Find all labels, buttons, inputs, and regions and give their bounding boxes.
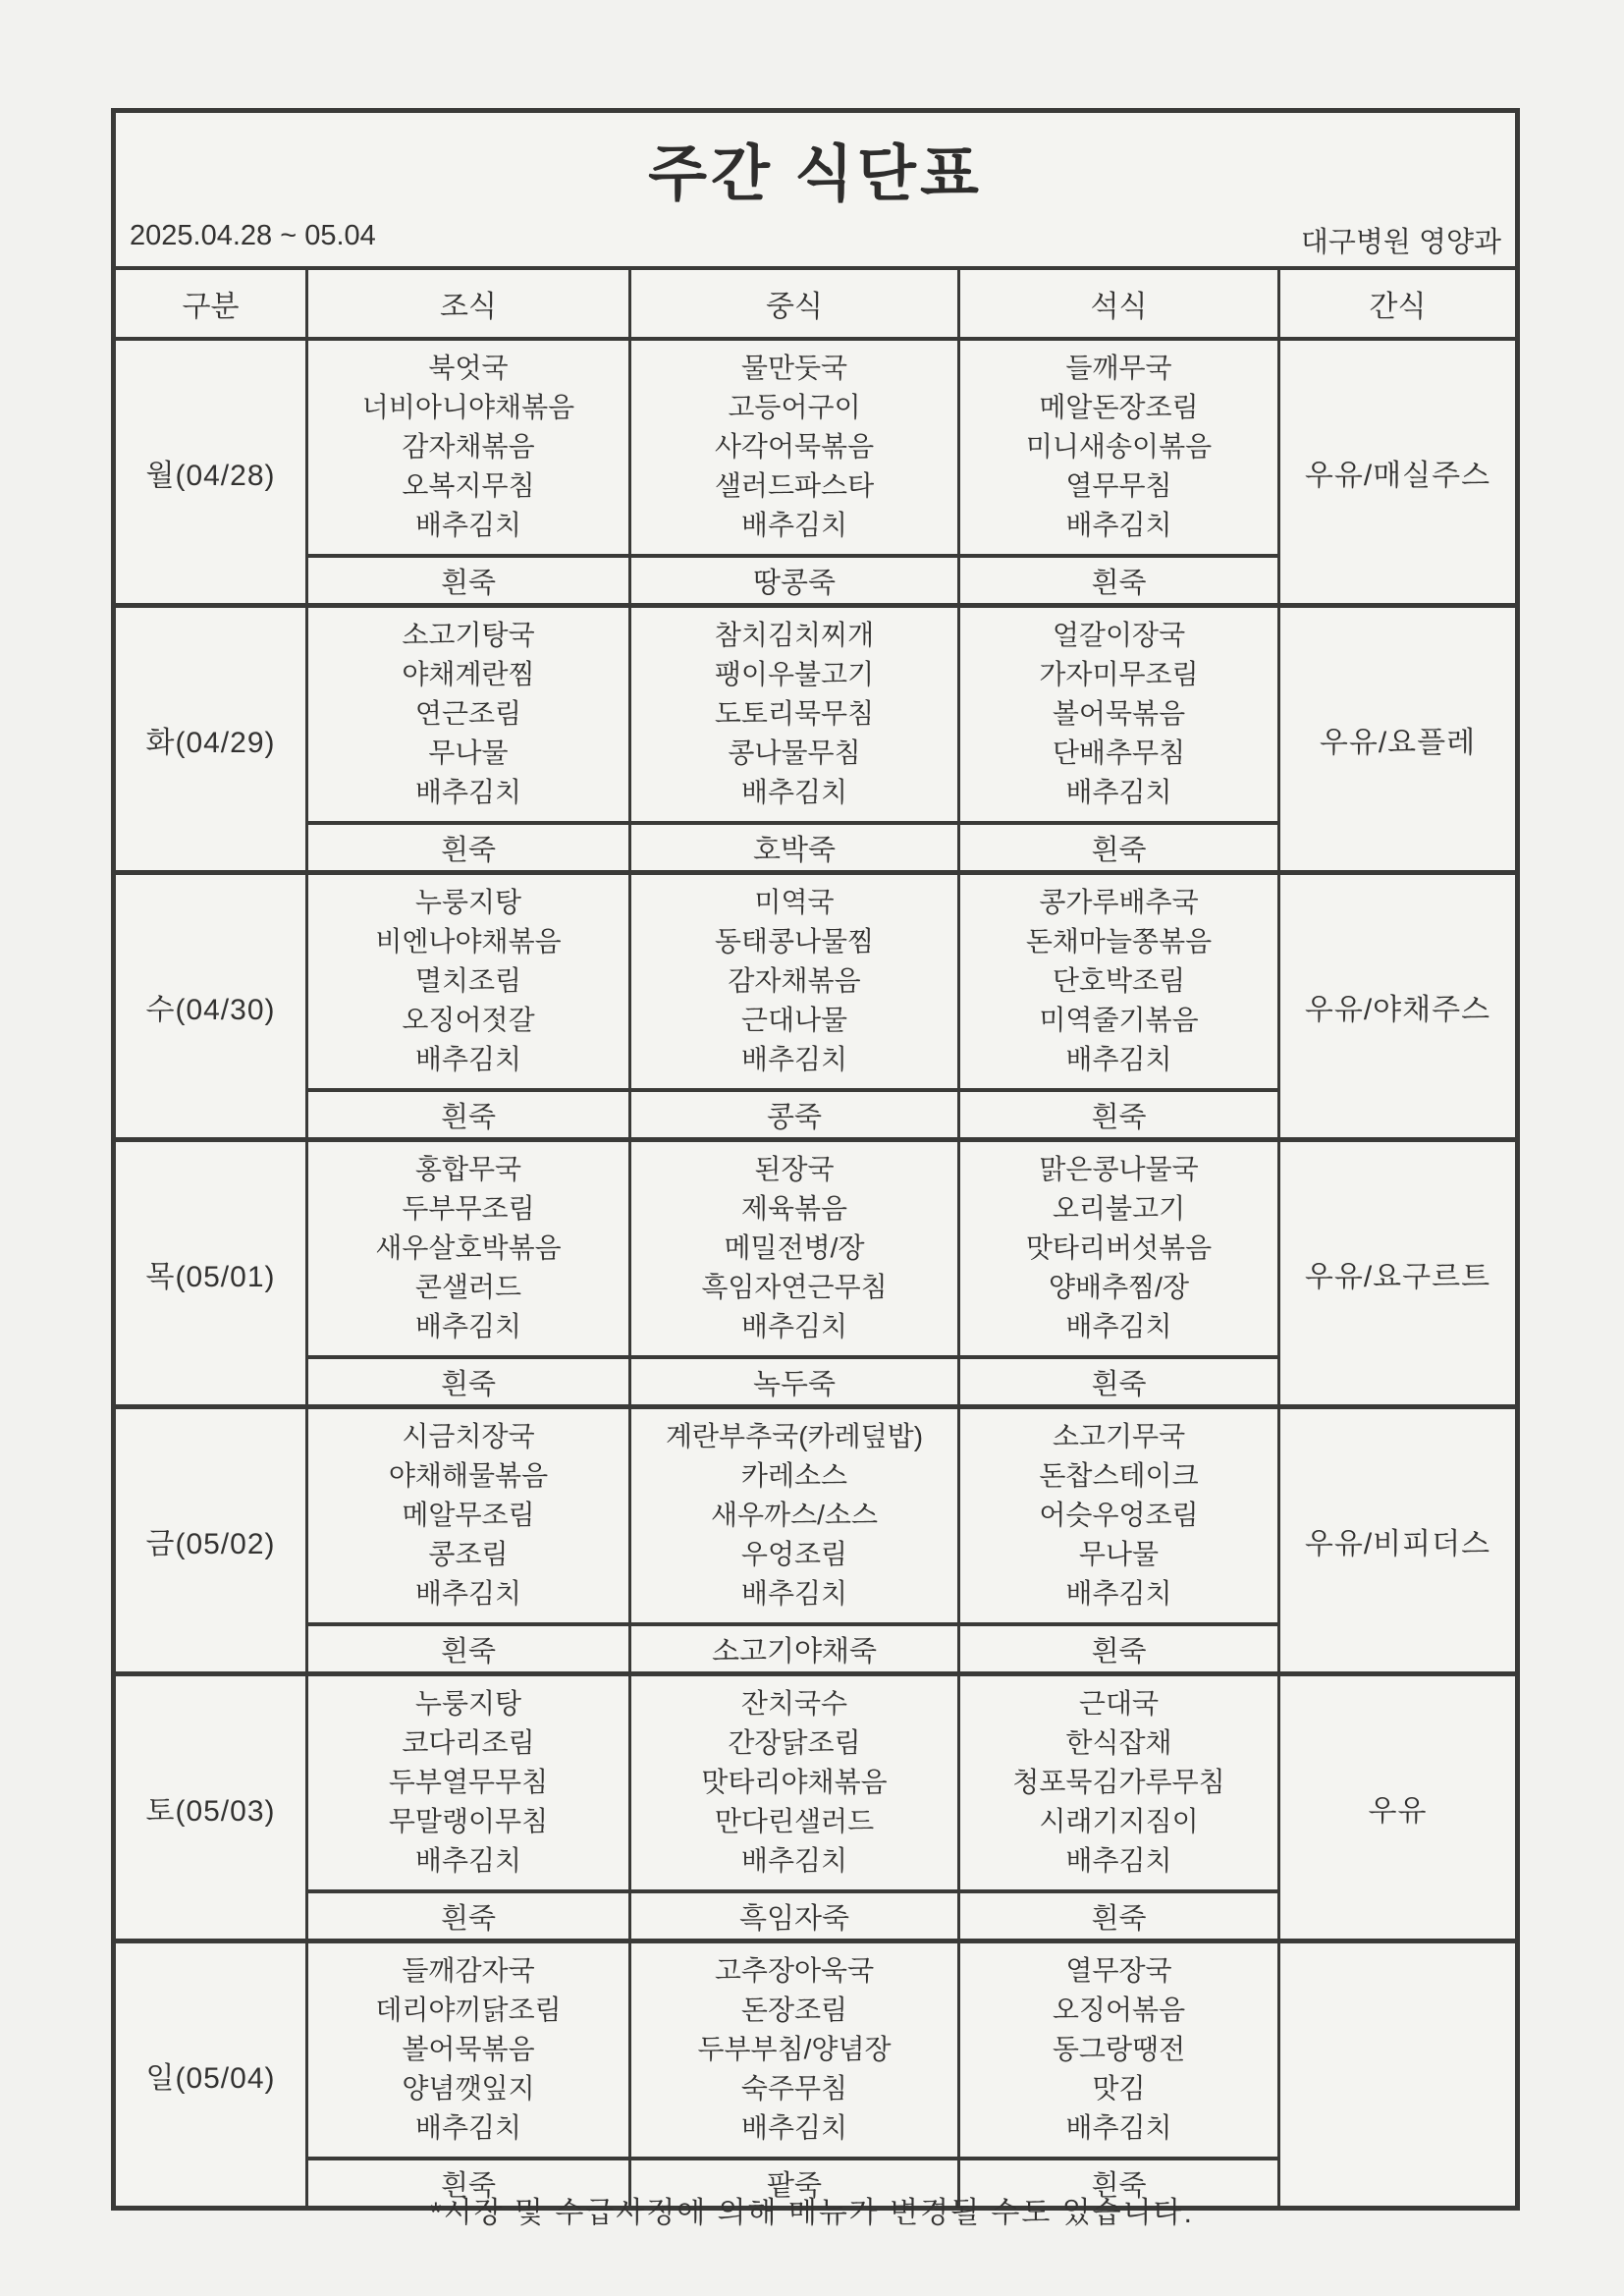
menu-item: 무말랭이무침	[388, 1806, 549, 1837]
lunch-menu	[631, 1409, 957, 1622]
dinner-cell	[960, 1409, 1280, 1671]
table-row	[116, 608, 1515, 875]
header-snack: 간식	[1369, 291, 1427, 323]
breakfast-menu	[308, 341, 628, 554]
header-breakfast: 조식	[308, 270, 631, 337]
menu-item: 고등어구이	[728, 391, 861, 422]
menu-item: 볼어묵볶음	[402, 2034, 535, 2065]
lunch-cell	[631, 1943, 960, 2206]
breakfast-menu	[308, 1676, 628, 1889]
dinner-cell	[960, 341, 1280, 603]
snack-label: 우유/비피더스	[1304, 1527, 1491, 1560]
breakfast-menu	[308, 1409, 628, 1622]
menu-item: 맛김	[1092, 2073, 1146, 2105]
menu-item: 오리불고기	[1052, 1192, 1186, 1224]
dinner-porridge: 흰죽	[960, 2157, 1277, 2206]
dinner-porridge: 흰죽	[960, 554, 1277, 603]
menu-item: 팽이우불고기	[714, 658, 875, 689]
menu-item: 무나물	[428, 738, 509, 769]
dinner-menu	[960, 1676, 1277, 1889]
header-category: 구분	[116, 270, 308, 337]
menu-item: 동그랑땡전	[1052, 2034, 1186, 2065]
menu-item: 들깨감자국	[402, 1954, 535, 1986]
breakfast-cell	[308, 875, 631, 1137]
breakfast-porridge: 흰죽	[308, 821, 628, 870]
dinner-menu	[960, 1943, 1277, 2157]
menu-item: 동태콩나물찜	[714, 925, 875, 957]
breakfast-porridge: 흰죽	[308, 2157, 628, 2206]
breakfast-porridge: 흰죽	[308, 554, 628, 603]
dinner-menu	[960, 341, 1277, 554]
lunch-porridge: 콩죽	[631, 1088, 957, 1137]
day-label: 토(05/03)	[116, 1676, 308, 1939]
menu-item: 단호박조림	[1052, 965, 1186, 997]
page-title: 주간 식단표	[648, 140, 983, 208]
menu-item: 오복지무침	[402, 470, 535, 502]
dinner-cell	[960, 1142, 1280, 1404]
menu-item: 배추김치	[740, 2112, 848, 2144]
table-row	[116, 1142, 1515, 1409]
table-row	[116, 341, 1515, 608]
menu-item: 참치김치찌개	[714, 619, 875, 650]
menu-item: 메알돈장조림	[1039, 391, 1199, 422]
breakfast-menu	[308, 1943, 628, 2157]
menu-item: 돈장조림	[740, 1994, 848, 2025]
menu-item: 맛타리버섯볶음	[1025, 1232, 1213, 1264]
menu-item: 샐러드파스타	[714, 470, 875, 502]
lunch-porridge: 소고기야채죽	[631, 1622, 957, 1671]
day-label: 월(04/28)	[116, 341, 308, 603]
date-range: 2025.04.28 ~ 05.04	[130, 220, 376, 251]
menu-item: 사각어묵볶음	[714, 431, 875, 463]
breakfast-cell	[308, 341, 631, 603]
menu-item: 계란부추국(카레덮밥)	[665, 1420, 924, 1451]
menu-item: 누룽지탕	[414, 886, 522, 917]
menu-item: 우엉조림	[740, 1539, 848, 1570]
menu-item: 야채계란찜	[402, 658, 535, 689]
subheader	[130, 220, 1501, 260]
menu-item: 미역국	[754, 886, 835, 917]
menu-item: 두부무조림	[402, 1192, 535, 1224]
menu-item: 흑임자연근무침	[701, 1272, 888, 1303]
dinner-porridge: 흰죽	[960, 1622, 1277, 1671]
menu-item: 만다린샐러드	[714, 1806, 875, 1837]
menu-item: 된장국	[754, 1153, 835, 1184]
title-block	[116, 113, 1515, 270]
menu-item: 너비아니야채볶음	[361, 391, 575, 422]
lunch-cell	[631, 1409, 960, 1671]
lunch-menu	[631, 608, 957, 821]
menu-item: 배추김치	[414, 1311, 522, 1342]
lunch-menu	[631, 1142, 957, 1355]
menu-item: 배추김치	[1065, 2112, 1172, 2144]
menu-item: 근대국	[1078, 1687, 1160, 1719]
menu-item: 코다리조림	[402, 1726, 535, 1758]
day-label: 금(05/02)	[116, 1409, 308, 1671]
menu-item: 배추김치	[740, 1311, 848, 1342]
breakfast-porridge: 흰죽	[308, 1355, 628, 1404]
day-label: 목(05/01)	[116, 1142, 308, 1404]
menu-item: 비엔나야채볶음	[375, 925, 562, 957]
lunch-menu	[631, 1676, 957, 1889]
header-lunch: 중식	[631, 270, 960, 337]
menu-item: 홍합무국	[414, 1153, 522, 1184]
dinner-porridge: 흰죽	[960, 1355, 1277, 1404]
dinner-menu	[960, 1142, 1277, 1355]
menu-item: 돈찹스테이크	[1039, 1459, 1199, 1491]
menu-item: 얼갈이장국	[1052, 619, 1186, 650]
menu-item: 멸치조림	[414, 965, 522, 997]
menu-item: 카레소스	[740, 1459, 848, 1491]
menu-item: 양배추찜/장	[1048, 1272, 1190, 1303]
menu-item: 소고기무국	[1052, 1420, 1186, 1451]
lunch-cell	[631, 608, 960, 870]
menu-item: 들깨무국	[1065, 352, 1172, 383]
menu-item: 맑은콩나물국	[1039, 1153, 1199, 1184]
dinner-menu	[960, 875, 1277, 1088]
snack-label: 우유/요구르트	[1304, 1260, 1491, 1293]
menu-sheet	[111, 108, 1520, 2211]
menu-item: 배추김치	[1065, 1578, 1172, 1610]
snack-label: 우유/매실주스	[1304, 459, 1491, 492]
menu-item: 볼어묵볶음	[1052, 698, 1186, 730]
menu-item: 소고기탕국	[402, 619, 535, 650]
menu-item: 콘샐러드	[414, 1272, 522, 1303]
lunch-porridge: 녹두죽	[631, 1355, 957, 1404]
breakfast-porridge: 흰죽	[308, 1622, 628, 1671]
dinner-porridge: 흰죽	[960, 1088, 1277, 1137]
menu-item: 시래기지짐이	[1039, 1806, 1199, 1837]
menu-item: 배추김치	[414, 2112, 522, 2144]
menu-item: 배추김치	[414, 777, 522, 808]
header-dinner: 석식	[960, 270, 1280, 337]
table-row	[116, 1676, 1515, 1943]
menu-item: 배추김치	[740, 1845, 848, 1877]
breakfast-menu	[308, 608, 628, 821]
menu-item: 오징어젓갈	[402, 1005, 535, 1036]
menu-item: 미니새송이볶음	[1025, 431, 1213, 463]
lunch-porridge: 흑임자죽	[631, 1889, 957, 1939]
menu-item: 단배추무침	[1052, 738, 1186, 769]
lunch-cell	[631, 875, 960, 1137]
menu-item: 청포묵김가루무침	[1012, 1767, 1225, 1798]
lunch-porridge: 땅콩죽	[631, 554, 957, 603]
menu-item: 야채해물볶음	[388, 1459, 549, 1491]
menu-item: 어슷우엉조림	[1039, 1500, 1199, 1531]
dinner-porridge: 흰죽	[960, 1889, 1277, 1939]
menu-item: 시금치장국	[402, 1420, 535, 1451]
menu-item: 배추김치	[740, 777, 848, 808]
breakfast-menu	[308, 1142, 628, 1355]
menu-item: 무나물	[1078, 1539, 1160, 1570]
lunch-porridge: 팥죽	[631, 2157, 957, 2206]
day-label: 일(05/04)	[116, 1943, 308, 2206]
menu-item: 새우살호박볶음	[375, 1232, 562, 1264]
menu-item: 배추김치	[1065, 1044, 1172, 1075]
breakfast-cell	[308, 1676, 631, 1939]
dinner-porridge: 흰죽	[960, 821, 1277, 870]
menu-item: 배추김치	[414, 1578, 522, 1610]
menu-item: 배추김치	[740, 510, 848, 541]
menu-item: 콩조림	[428, 1539, 509, 1570]
menu-item: 감자채볶음	[402, 431, 535, 463]
breakfast-cell	[308, 608, 631, 870]
menu-item: 콩나물무침	[728, 738, 861, 769]
menu-item: 배추김치	[740, 1578, 848, 1610]
menu-item: 맛타리야채볶음	[701, 1767, 888, 1798]
menu-item: 숙주무침	[740, 2073, 848, 2105]
menu-item: 가자미무조림	[1039, 658, 1199, 689]
menu-item: 배추김치	[1065, 1311, 1172, 1342]
menu-item: 콩가루배추국	[1039, 886, 1199, 917]
snack-label: 우유/요플레	[1319, 726, 1477, 759]
dinner-cell	[960, 1676, 1280, 1939]
menu-item: 고추장아욱국	[714, 1954, 875, 1986]
menu-item: 배추김치	[1065, 510, 1172, 541]
menu-item: 두부열무무침	[388, 1767, 549, 1798]
menu-item: 도토리묵무침	[714, 698, 875, 730]
menu-item: 열무무침	[1065, 470, 1172, 502]
snack-label	[1280, 1943, 1515, 2206]
menu-item: 오징어볶음	[1052, 1994, 1186, 2025]
breakfast-porridge: 흰죽	[308, 1889, 628, 1939]
menu-item: 배추김치	[740, 1044, 848, 1075]
table-row	[116, 875, 1515, 1142]
table-row	[116, 1943, 1515, 2206]
menu-item: 열무장국	[1065, 1954, 1172, 1986]
menu-item: 잔치국수	[740, 1687, 848, 1719]
menu-item: 북엇국	[428, 352, 509, 383]
menu-item: 근대나물	[740, 1005, 848, 1036]
breakfast-cell	[308, 1409, 631, 1671]
breakfast-cell	[308, 1943, 631, 2206]
dinner-cell	[960, 608, 1280, 870]
menu-item: 메알무조림	[402, 1500, 535, 1531]
lunch-menu	[631, 341, 957, 554]
menu-item: 배추김치	[414, 510, 522, 541]
menu-item: 연근조림	[414, 698, 522, 730]
breakfast-menu	[308, 875, 628, 1088]
menu-item: 배추김치	[1065, 1845, 1172, 1877]
menu-item: 미역줄기볶음	[1039, 1005, 1199, 1036]
menu-item: 새우까스/소스	[710, 1500, 879, 1531]
dinner-menu	[960, 1409, 1277, 1622]
menu-item: 양념깻잎지	[402, 2073, 535, 2105]
breakfast-porridge: 흰죽	[308, 1088, 628, 1137]
menu-item: 물만둣국	[740, 352, 848, 383]
dinner-menu	[960, 608, 1277, 821]
menu-item: 누룽지탕	[414, 1687, 522, 1719]
menu-item: 두부부침/양념장	[697, 2034, 892, 2065]
dinner-cell	[960, 875, 1280, 1137]
day-label: 수(04/30)	[116, 875, 308, 1137]
breakfast-cell	[308, 1142, 631, 1404]
day-label: 화(04/29)	[116, 608, 308, 870]
organization-label: 대구병원 영양과	[1300, 227, 1501, 258]
menu-item: 감자채볶음	[728, 965, 861, 997]
lunch-cell	[631, 341, 960, 603]
lunch-menu	[631, 875, 957, 1088]
menu-item: 배추김치	[1065, 777, 1172, 808]
menu-item: 돈채마늘쫑볶음	[1025, 925, 1213, 957]
menu-item: 간장닭조림	[728, 1726, 861, 1758]
menu-item: 배추김치	[414, 1044, 522, 1075]
snack-label: 우유	[1368, 1794, 1428, 1828]
lunch-porridge: 호박죽	[631, 821, 957, 870]
lunch-menu	[631, 1943, 957, 2157]
dinner-cell	[960, 1943, 1280, 2206]
menu-item: 한식잡채	[1065, 1726, 1172, 1758]
lunch-cell	[631, 1142, 960, 1404]
menu-item: 메밀전병/장	[724, 1232, 865, 1264]
table-header-row	[116, 270, 1515, 341]
snack-label: 우유/야채주스	[1304, 993, 1491, 1026]
menu-item: 배추김치	[414, 1845, 522, 1877]
menu-item: 데리야끼닭조림	[375, 1994, 562, 2025]
footer-note: *시장 및 수급사정에 의해 메뉴가 변경될 수도 있습니다.	[430, 2197, 1194, 2229]
day-rows-container	[116, 341, 1515, 2206]
table-row	[116, 1409, 1515, 1676]
menu-item: 제육볶음	[740, 1192, 848, 1224]
lunch-cell	[631, 1676, 960, 1939]
